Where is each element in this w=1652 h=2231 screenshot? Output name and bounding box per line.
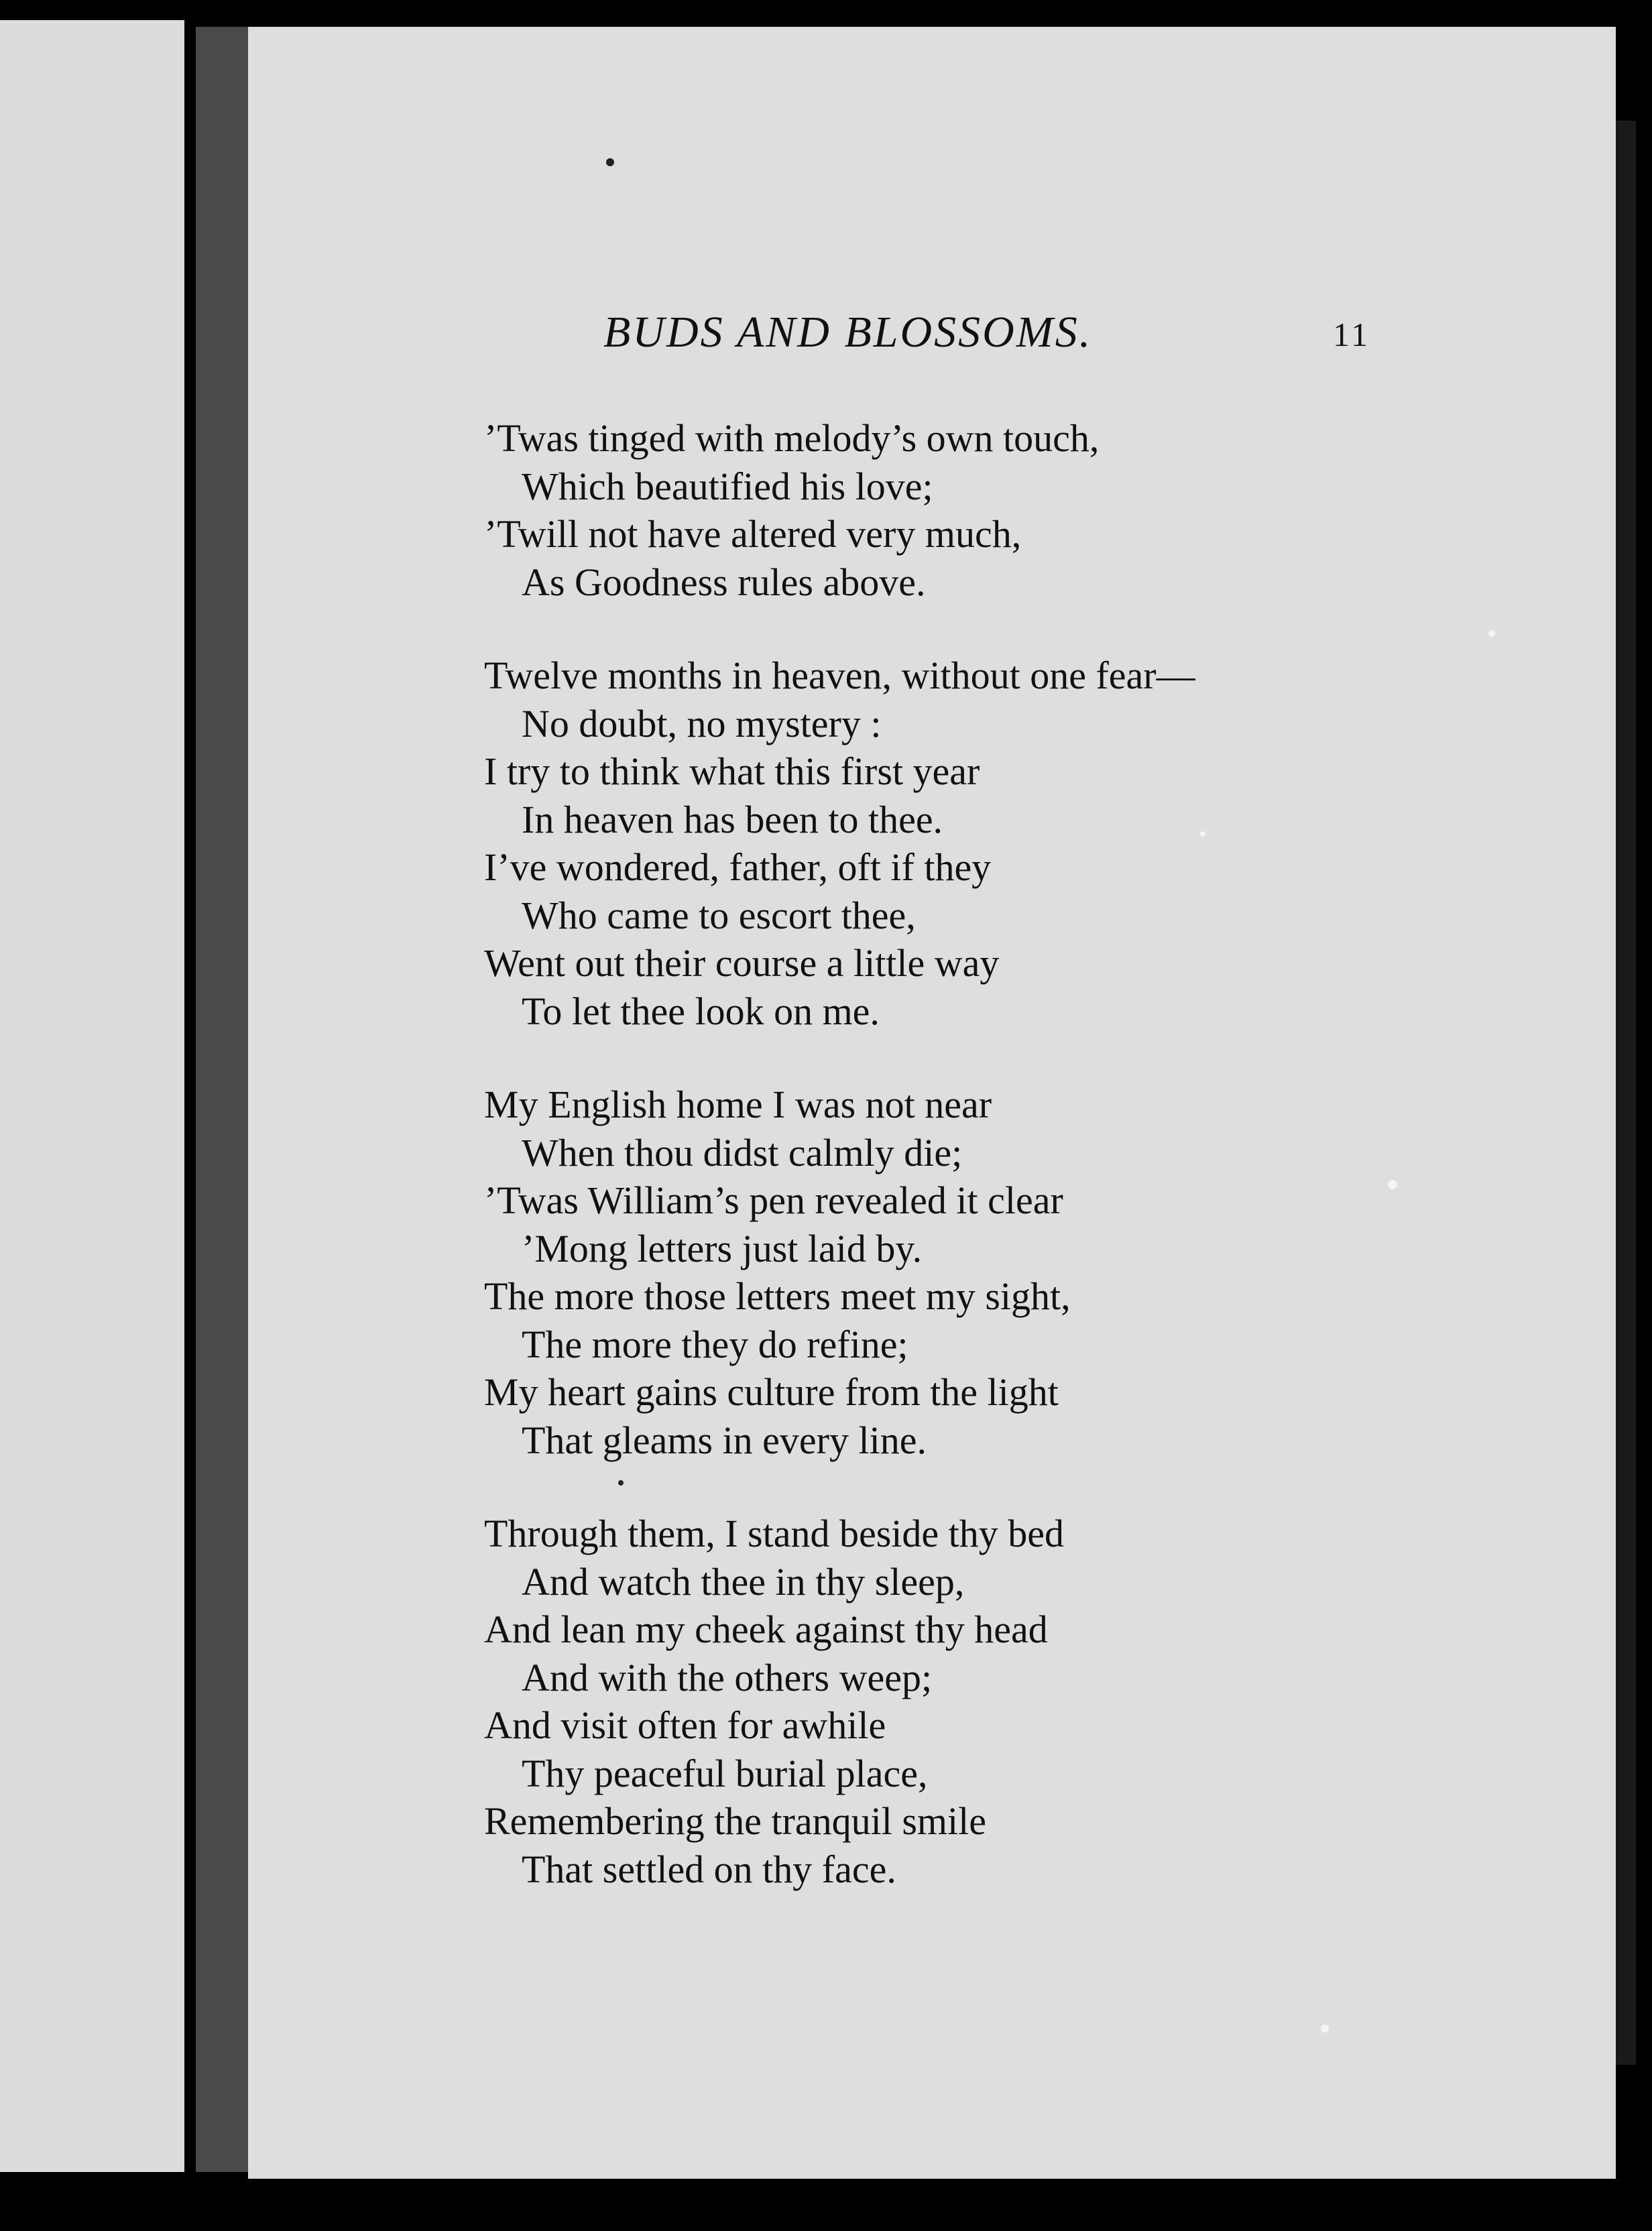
dust-speck	[1321, 2025, 1329, 2033]
poem-line: Twelve months in heaven, without one fear—	[484, 654, 1195, 697]
poem-line: ’Mong letters just laid by.	[522, 1226, 923, 1270]
poem-line: Which beautified his love;	[522, 464, 933, 508]
poem-line: Remembering the tranquil smile	[484, 1799, 986, 1843]
running-head-title: BUDS AND BLOSSOMS.	[603, 308, 1093, 357]
dust-speck	[1488, 630, 1495, 637]
poem-stanza	[484, 1510, 1356, 1893]
poem-line: And with the others weep;	[522, 1655, 933, 1699]
poem-line: As Goodness rules above.	[522, 560, 926, 604]
poem-line: I try to think what this first year	[484, 749, 980, 793]
poem-line: Through them, I stand beside thy bed	[484, 1512, 1064, 1555]
dust-speck	[1388, 1180, 1397, 1189]
poem-line: In heaven has been to thee.	[522, 797, 943, 841]
previous-page-edge	[0, 20, 184, 2172]
poem-line: No doubt, no mystery :	[522, 701, 882, 745]
poem-line: And lean my cheek against thy head	[484, 1608, 1048, 1651]
poem-line: And visit often for awhile	[484, 1703, 886, 1747]
poem-line: Thy peaceful burial place,	[522, 1751, 928, 1795]
poem-line: When thou didst calmly die;	[522, 1130, 963, 1174]
ink-speck	[606, 158, 614, 166]
book-gutter	[196, 27, 248, 2172]
poem-line: The more they do refine;	[522, 1322, 908, 1366]
poem-body	[484, 414, 1356, 1939]
poem-stanza	[484, 414, 1356, 606]
poem-line: To let thee look on me.	[522, 989, 880, 1033]
poem-stanza	[484, 652, 1356, 1035]
poem-line: Went out their course a little way	[484, 941, 1000, 985]
poem-line: That gleams in every line.	[522, 1418, 927, 1462]
poem-line: That settled on thy face.	[522, 1847, 896, 1891]
poem-line: My heart gains culture from the light	[484, 1370, 1059, 1414]
poem-line: And watch thee in thy sleep,	[522, 1559, 965, 1604]
poem-line: The more those letters meet my sight,	[484, 1274, 1071, 1318]
poem-line: I’ve wondered, father, oft if they	[484, 845, 992, 889]
poem-line: ’Twas William’s pen revealed it clear	[484, 1179, 1063, 1222]
poem-line: Who came to escort thee,	[522, 893, 916, 937]
poem-stanza	[484, 1081, 1356, 1464]
right-page-edge	[1616, 121, 1636, 2065]
poem-line: ’Twas tinged with melody’s own touch,	[484, 416, 1100, 460]
poem-line: ’Twill not have altered very much,	[484, 512, 1022, 556]
page-number: 11	[1333, 316, 1371, 353]
poem-line: My English home I was not near	[484, 1083, 992, 1126]
